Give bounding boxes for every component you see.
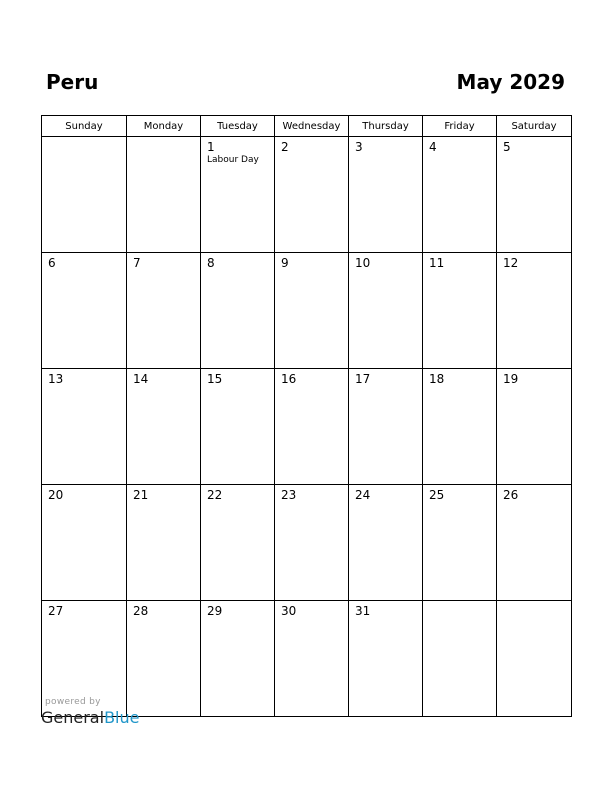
day-cell [127, 253, 201, 369]
day-cell [497, 253, 572, 369]
generalblue-logo [41, 708, 139, 727]
day-number: 20 [48, 488, 64, 502]
day-number: 5 [503, 140, 511, 154]
day-number: 6 [48, 256, 56, 270]
day-number: 4 [429, 140, 437, 154]
day-cell [127, 485, 201, 601]
day-number: 31 [355, 604, 371, 618]
day-cell [423, 253, 497, 369]
country-title: Peru [46, 70, 99, 94]
day-cell [423, 485, 497, 601]
day-number: 26 [503, 488, 519, 502]
day-cell [275, 253, 349, 369]
day-cell [42, 485, 127, 601]
brand-text-blue: Blue [104, 708, 140, 727]
day-number: 16 [281, 372, 297, 386]
day-number: 12 [503, 256, 519, 270]
month-year-title: May 2029 [456, 70, 565, 94]
day-cell [201, 601, 275, 717]
day-cell [497, 137, 572, 253]
week-row [42, 601, 572, 717]
week-row [42, 253, 572, 369]
weekday-header: Saturday [497, 116, 572, 137]
weekday-header: Thursday [349, 116, 423, 137]
powered-by-label: powered by [45, 697, 101, 707]
day-cell [275, 137, 349, 253]
weekday-header: Sunday [42, 116, 127, 137]
holiday-label: Labour Day [207, 155, 259, 165]
day-cell [423, 369, 497, 485]
weekday-header: Tuesday [201, 116, 275, 137]
day-number: 23 [281, 488, 297, 502]
day-number: 30 [281, 604, 297, 618]
weekday-header: Monday [127, 116, 201, 137]
week-row [42, 485, 572, 601]
day-cell [42, 369, 127, 485]
day-cell [349, 485, 423, 601]
day-cell [423, 137, 497, 253]
day-cell [497, 485, 572, 601]
day-cell [275, 485, 349, 601]
week-row [42, 369, 572, 485]
day-cell [349, 137, 423, 253]
day-cell [42, 137, 127, 253]
day-cell [201, 369, 275, 485]
day-number: 25 [429, 488, 445, 502]
weekday-header: Friday [423, 116, 497, 137]
day-cell [127, 601, 201, 717]
day-cell [201, 253, 275, 369]
day-number: 3 [355, 140, 363, 154]
day-number: 29 [207, 604, 223, 618]
brand-text-general: General [41, 708, 105, 727]
day-cell [275, 601, 349, 717]
day-number: 28 [133, 604, 149, 618]
day-number: 8 [207, 256, 215, 270]
day-number: 10 [355, 256, 371, 270]
day-number: 18 [429, 372, 445, 386]
week-row [42, 137, 572, 253]
day-number: 21 [133, 488, 149, 502]
day-cell [201, 137, 275, 253]
day-cell [42, 253, 127, 369]
day-cell [497, 369, 572, 485]
day-cell [497, 601, 572, 717]
day-number: 24 [355, 488, 371, 502]
day-number: 9 [281, 256, 289, 270]
day-number: 19 [503, 372, 519, 386]
calendar-grid [41, 115, 572, 717]
day-cell [349, 601, 423, 717]
day-cell [423, 601, 497, 717]
day-number: 22 [207, 488, 223, 502]
day-cell [349, 369, 423, 485]
weekday-header-row [42, 116, 572, 137]
day-cell [127, 137, 201, 253]
day-number: 1 [207, 140, 215, 154]
day-cell [349, 253, 423, 369]
day-number: 15 [207, 372, 223, 386]
day-number: 14 [133, 372, 149, 386]
day-number: 13 [48, 372, 64, 386]
day-number: 27 [48, 604, 64, 618]
day-cell [201, 485, 275, 601]
day-number: 11 [429, 256, 445, 270]
day-cell [275, 369, 349, 485]
day-number: 7 [133, 256, 141, 270]
weekday-header: Wednesday [275, 116, 349, 137]
day-number: 2 [281, 140, 289, 154]
day-cell [127, 369, 201, 485]
day-number: 17 [355, 372, 371, 386]
